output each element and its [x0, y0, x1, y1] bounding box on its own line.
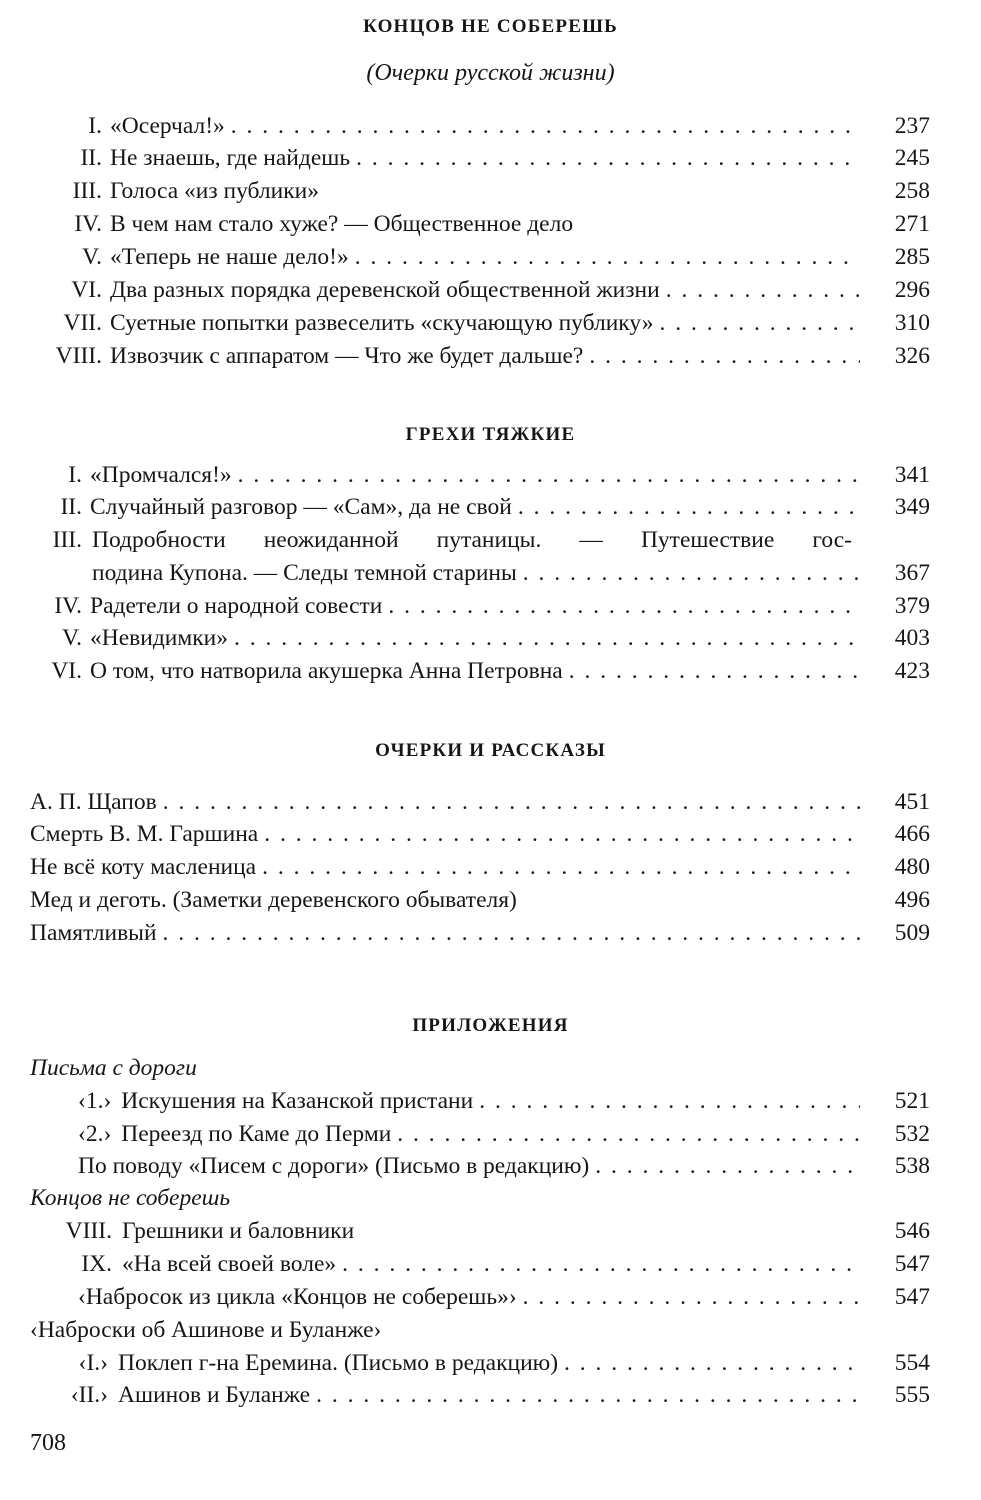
entry-title: ‹Набросок из цикла «Концов не соберешь»›	[78, 1284, 517, 1310]
toc-entry	[78, 1118, 930, 1150]
entry-page: 521	[894, 1088, 930, 1114]
entry-title: Извозчик с аппаратом — Что же будет дальше?	[110, 343, 584, 369]
entry-number: ‹II.›	[70, 1382, 108, 1408]
toc-entry	[30, 142, 930, 174]
toc-entry	[30, 1215, 930, 1247]
entry-page: 379	[894, 593, 930, 619]
entry-title: Ашинов и Буланже	[118, 1382, 311, 1408]
toc-entry-continuation	[92, 557, 930, 589]
toc-entry	[30, 175, 930, 207]
entry-number: III.	[72, 178, 102, 204]
toc-entry	[30, 208, 930, 240]
entry-page: 403	[894, 625, 930, 651]
entry-page: 538	[894, 1153, 930, 1179]
entry-page: 532	[894, 1121, 930, 1147]
entry-title: Мед и деготь. (Заметки деревенского обывателя)	[30, 887, 517, 913]
entry-page: 258	[894, 178, 930, 204]
entry-page: 546	[894, 1218, 930, 1244]
entry-number: IV.	[74, 211, 102, 237]
entry-title: О том, что натворила акушерка Анна Петровна	[90, 658, 563, 684]
group-label: Концов не соберешь	[30, 1185, 231, 1211]
entry-page: 245	[894, 145, 930, 171]
entry-number: IV.	[54, 593, 82, 619]
entry-title: Памятливый	[30, 920, 157, 946]
entry-title: «Невидимки»	[90, 625, 228, 651]
entry-title: В чем нам стало хуже? — Общественное дело	[110, 211, 574, 237]
section-heading: ПРИЛОЖЕНИЯ	[412, 1015, 569, 1036]
toc-entry	[78, 1150, 930, 1182]
group-label: Письма с дороги	[30, 1055, 197, 1081]
toc-entry	[30, 1347, 930, 1379]
toc-entry	[30, 491, 930, 523]
entry-title: «Теперь не наше дело!»	[110, 244, 349, 270]
toc-entry	[30, 1379, 930, 1411]
entry-title: Переезд по Каме до Перми	[121, 1121, 392, 1147]
entry-number: I.	[88, 113, 102, 139]
entry-page: 367	[894, 560, 930, 586]
entry-title: Радетели о народной совести	[90, 593, 383, 619]
entry-page: 423	[894, 658, 930, 684]
toc-entry	[30, 274, 930, 306]
entry-number: V.	[82, 244, 102, 270]
toc-entry	[30, 307, 930, 339]
entry-title: Голоса «из публики»	[110, 178, 319, 204]
toc-entry	[30, 622, 930, 654]
entry-page: 547	[894, 1284, 930, 1310]
section-heading: ОЧЕРКИ И РАССКАЗЫ	[375, 740, 606, 761]
entry-title: Два разных порядка деревенской общественной жизни	[110, 277, 660, 303]
entry-number: VIII.	[55, 343, 102, 369]
entry-title: По поводу «Писем с дороги» (Письмо в редакцию)	[78, 1153, 590, 1179]
entry-title: «Промчался!»	[90, 462, 232, 488]
toc-entry	[30, 590, 930, 622]
entry-title: Искушения на Казанской пристани	[121, 1088, 474, 1114]
toc-entry	[30, 1248, 930, 1280]
toc-entry	[30, 110, 930, 142]
toc-entry	[78, 1281, 930, 1313]
entry-title: Поклеп г-на Еремина. (Письмо в редакцию)	[118, 1350, 559, 1376]
toc-entry	[30, 884, 930, 916]
entry-number: ‹1.›	[78, 1088, 112, 1114]
entry-number: III.	[52, 527, 82, 553]
section-heading: ГРЕХИ ТЯЖКИЕ	[405, 424, 576, 445]
entry-title: Грешники и баловники	[122, 1218, 355, 1244]
entry-title: «На всей своей воле»	[122, 1251, 337, 1277]
toc-entry	[30, 786, 930, 818]
entry-page: 555	[894, 1382, 930, 1408]
entry-number: VI.	[71, 277, 102, 303]
toc-entry	[78, 1085, 930, 1117]
entry-number: V.	[62, 625, 82, 651]
entry-page: 271	[894, 211, 930, 237]
entry-title: Смерть В. М. Гаршина	[30, 821, 259, 847]
entry-number: I.	[68, 462, 82, 488]
entry-number: ‹2.›	[78, 1121, 112, 1147]
toc-entry	[30, 340, 930, 372]
toc-entry	[30, 655, 930, 687]
entry-page: 554	[894, 1350, 930, 1376]
entry-number: VII.	[63, 310, 102, 336]
group-label: ‹Наброски об Ашинове и Буланже›	[30, 1317, 382, 1343]
entry-page: 341	[894, 462, 930, 488]
entry-number: ‹I.›	[78, 1350, 108, 1376]
toc-entry	[30, 818, 930, 850]
entry-title: Не знаешь, где найдешь	[110, 145, 351, 171]
entry-page: 349	[894, 494, 930, 520]
toc-entry	[30, 459, 930, 491]
entry-title: «Осерчал!»	[110, 113, 225, 139]
entry-title: подина Купона. — Следы темной старины	[92, 560, 517, 586]
section-subheading: (Очерки русской жизни)	[366, 60, 615, 86]
entry-number: II.	[80, 145, 102, 171]
section-heading: КОНЦОВ НЕ СОБЕРЕШЬ	[363, 16, 618, 37]
toc-entry	[30, 851, 930, 883]
entry-title: Суетные попытки развеселить «скучающую публику»	[110, 310, 654, 336]
entry-page: 466	[894, 821, 930, 847]
toc-entry	[30, 917, 930, 949]
entry-page: 310	[894, 310, 930, 336]
entry-page: 285	[894, 244, 930, 270]
entry-title: А. П. Щапов	[30, 789, 157, 815]
entry-number: IX.	[81, 1251, 112, 1277]
entry-page: 296	[894, 277, 930, 303]
entry-number: VIII.	[65, 1218, 112, 1244]
entry-page: 480	[894, 854, 930, 880]
entry-page: 509	[894, 920, 930, 946]
entry-number: VI.	[51, 658, 82, 684]
entry-page: 496	[894, 887, 930, 913]
entry-page: 326	[894, 343, 930, 369]
toc-entry	[30, 241, 930, 273]
page-number: 708	[30, 1430, 66, 1456]
entry-page: 451	[894, 789, 930, 815]
entry-title-line1: Подробности неожиданной путаницы. — Путешествие гос-	[92, 527, 852, 553]
entry-title: Не всё коту масленица	[30, 854, 257, 880]
entry-page: 237	[894, 113, 930, 139]
entry-number: II.	[60, 494, 82, 520]
entry-title: Случайный разговор — «Сам», да не свой	[90, 494, 512, 520]
entry-page: 547	[894, 1251, 930, 1277]
